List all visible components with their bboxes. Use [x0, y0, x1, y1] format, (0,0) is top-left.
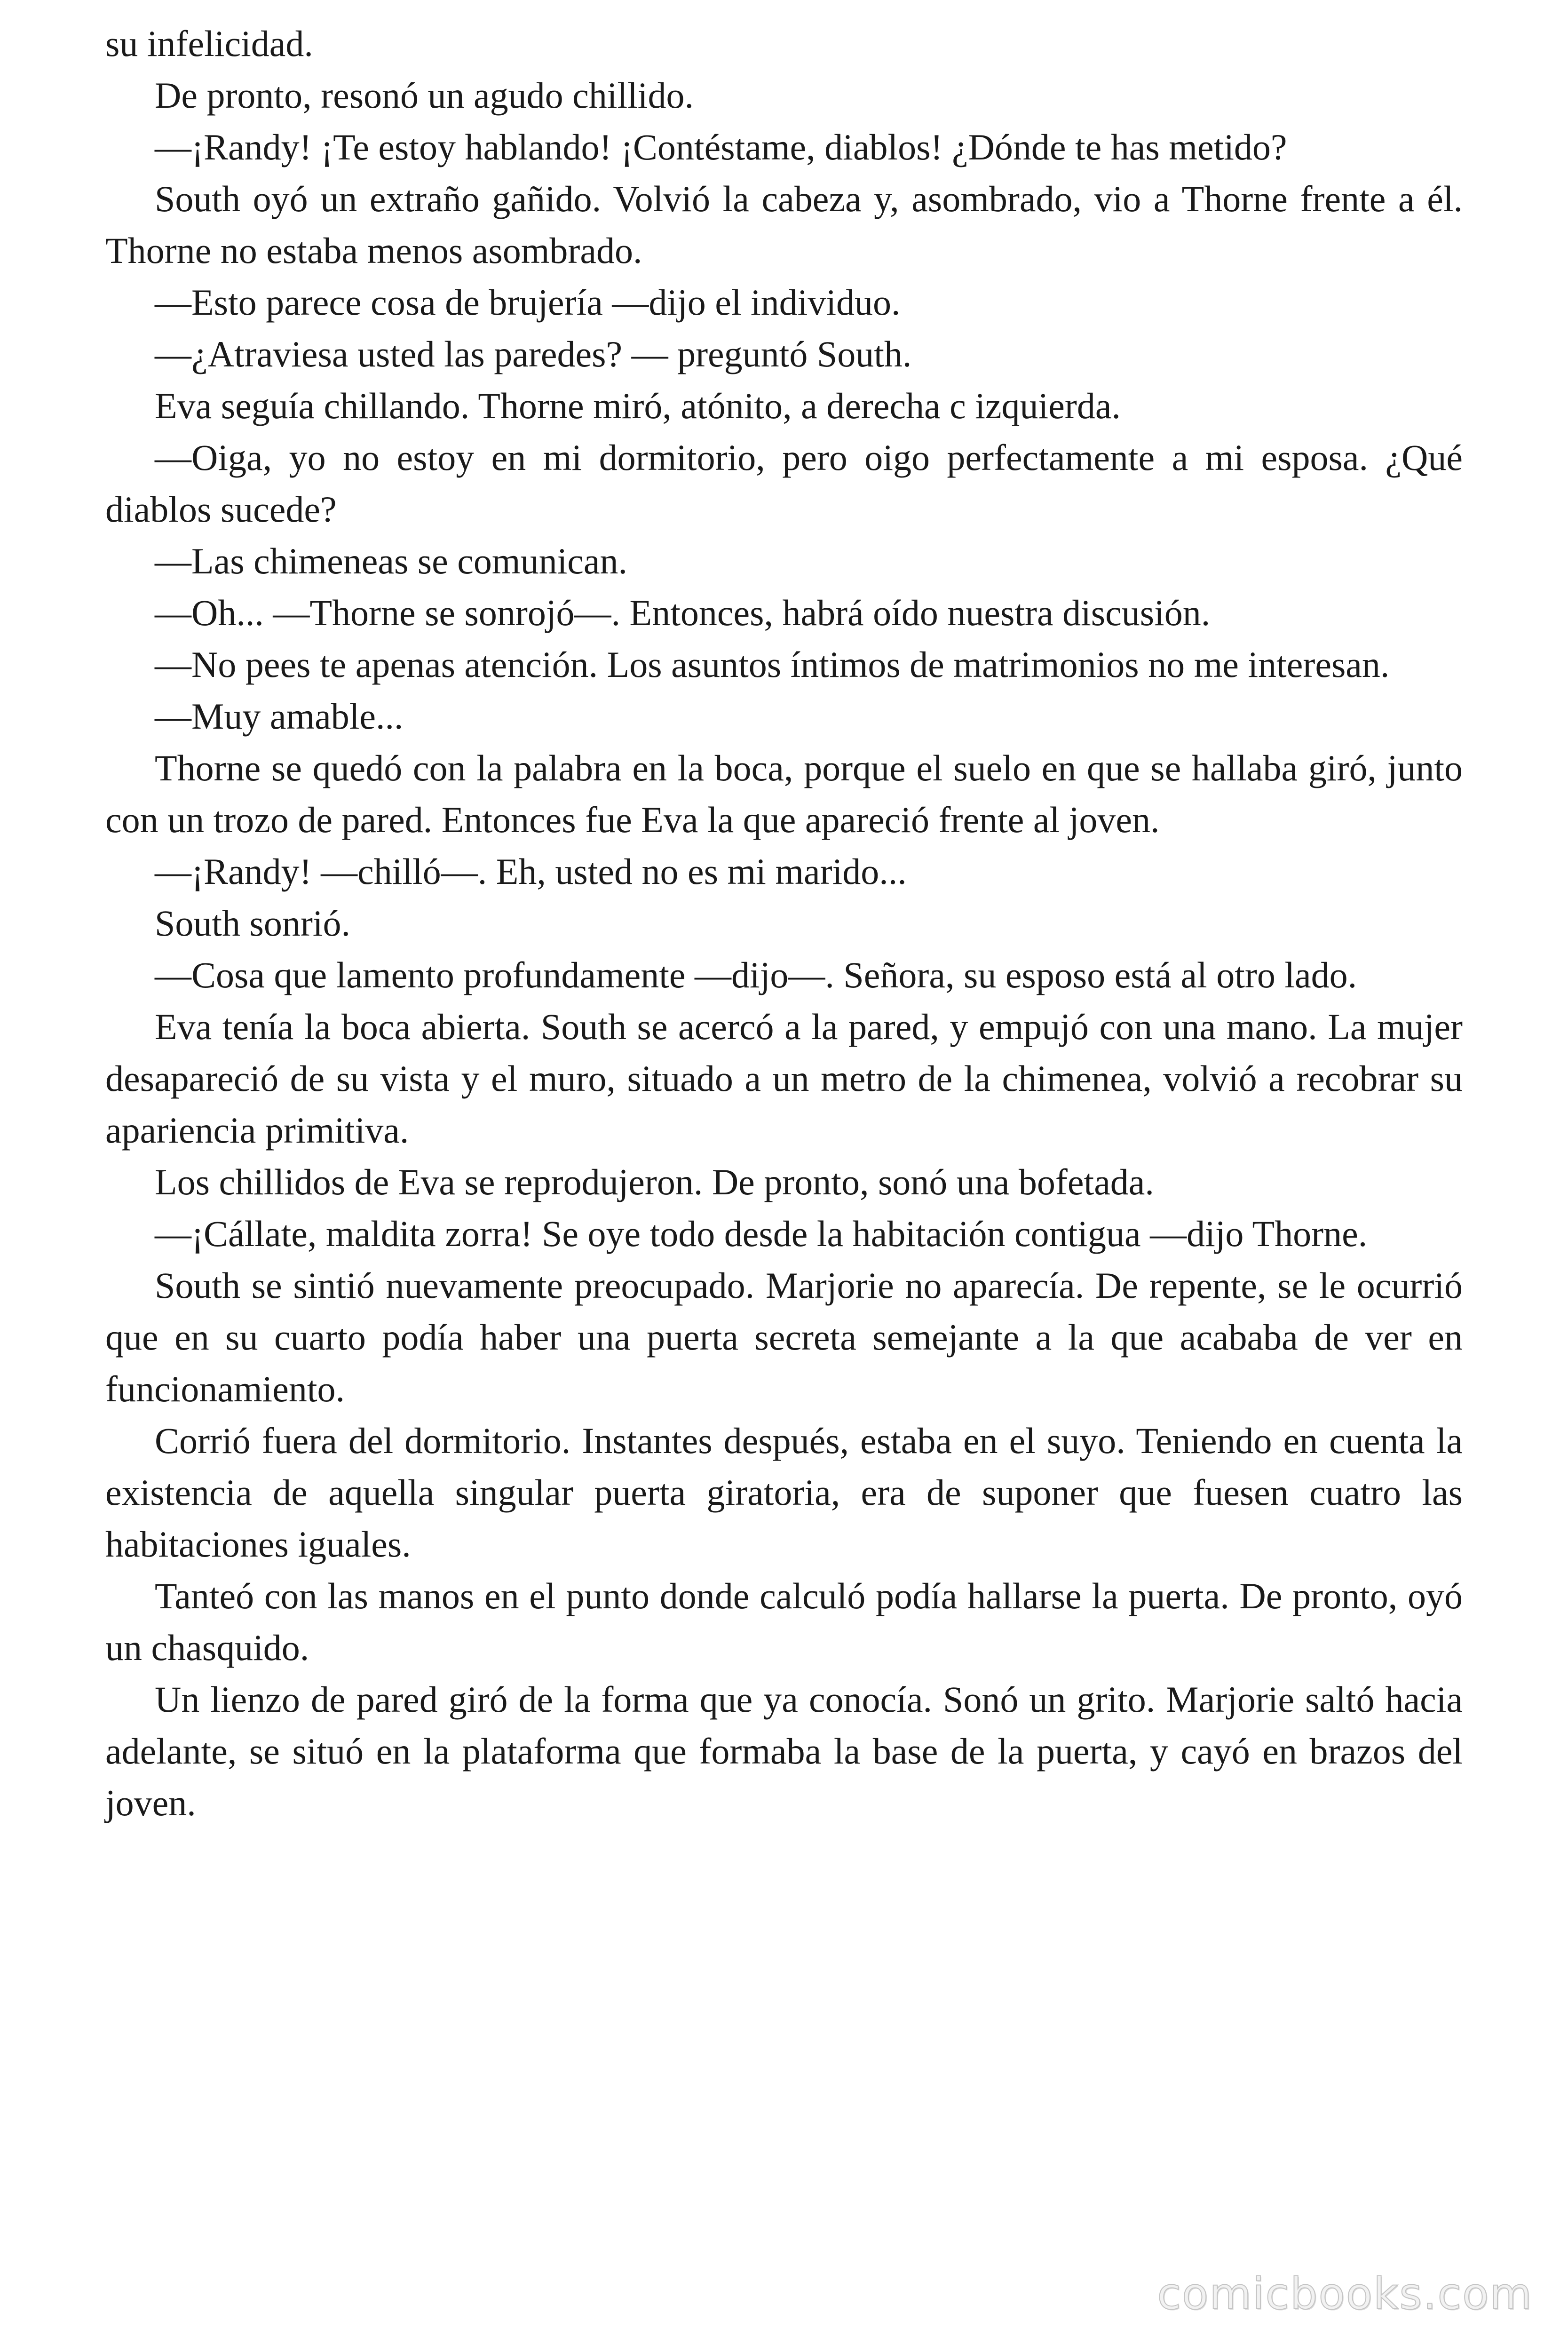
- paragraph: —Muy amable...: [155, 696, 404, 737]
- paragraph: Los chillidos de Eva se reprodujeron. De pronto, sonó una bofetada.: [155, 1161, 1154, 1202]
- paragraph: —Esto parece cosa de brujería —dijo el individuo.: [155, 282, 901, 323]
- paragraph: South oyó un extraño gañido. Volvió la cabeza y, asombrado, vio a Thorne frente a él. Thorne no estaba menos asombrado.: [105, 178, 1463, 271]
- paragraph: —¡Cállate, maldita zorra! Se oye todo desde la habitación contigua —dijo Thorne.: [155, 1213, 1368, 1254]
- paragraph: Eva seguía chillando. Thorne miró, atónito, a derecha c izquierda.: [155, 385, 1121, 426]
- paragraph: —¿Atraviesa usted las paredes? — preguntó South.: [155, 334, 912, 374]
- paragraph: —Oiga, yo no estoy en mi dormitorio, pero oigo perfectamente a mi esposa. ¿Qué diablos sucede?: [105, 437, 1463, 530]
- paragraph: —Las chimeneas se comunican.: [155, 540, 627, 581]
- paragraph: —¡Randy! ¡Te estoy hablando! ¡Contéstame, diablos! ¿Dónde te has metido?: [155, 127, 1287, 167]
- paragraph: De pronto, resonó un agudo chillido.: [155, 75, 694, 116]
- paragraph: Thorne se quedó con la palabra en la boca, porque el suelo en que se hallaba giró, junto con un trozo de pared. Entonces fue Eva la que apareció frente al joven.: [105, 747, 1463, 840]
- paragraph: —No pees te apenas atención. Los asuntos íntimos de matrimonios no me interesan.: [155, 644, 1390, 685]
- body-text: [105, 18, 1463, 1829]
- watermark: comicbooks.com: [1157, 2269, 1533, 2319]
- paragraph: —¡Randy! —chilló—. Eh, usted no es mi marido...: [155, 851, 907, 892]
- paragraph: Un lienzo de pared giró de la forma que ya conocía. Sonó un grito. Marjorie saltó hacia adelante, se situó en la plataforma que formaba la base de la puerta, y cayó en brazos del joven.: [105, 1679, 1463, 1823]
- paragraph: —Cosa que lamento profundamente —dijo—. Señora, su esposo está al otro lado.: [155, 954, 1357, 995]
- paragraph: —Oh... —Thorne se sonrojó—. Entonces, habrá oído nuestra discusión.: [155, 592, 1211, 633]
- paragraph: Tanteó con las manos en el punto donde calculó podía hallarse la puerta. De pronto, oyó un chasquido.: [105, 1575, 1463, 1668]
- paragraph: South sonrió.: [155, 903, 351, 944]
- paragraph: su infelicidad.: [105, 23, 313, 64]
- paragraph: Eva tenía la boca abierta. South se acercó a la pared, y empujó con una mano. La mujer desapareció de su vista y el muro, situado a un metro de la chimenea, volvió a recobrar su apariencia primitiva.: [105, 1006, 1463, 1151]
- paragraph: Corrió fuera del dormitorio. Instantes después, estaba en el suyo. Teniendo en cuenta la existencia de aquella singular puerta giratoria, era de suponer que fuesen cuatro las habitaciones iguales.: [105, 1420, 1463, 1565]
- paragraph: South se sintió nuevamente preocupado. Marjorie no aparecía. De repente, se le ocurrió que en su cuarto podía haber una puerta secreta semejante a la que acababa de ver en funcionamiento.: [105, 1265, 1463, 1409]
